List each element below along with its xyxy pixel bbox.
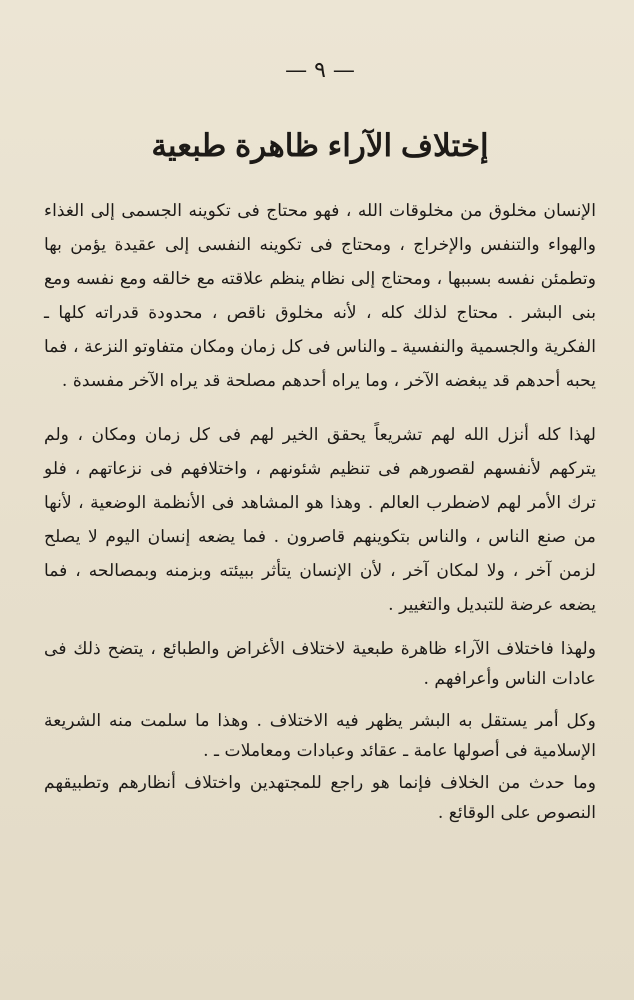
page-number: — ٩ — (285, 58, 355, 83)
paragraph-1: الإنسان مخلوق من مخلوقات الله ، فهو محتاج فى تكوينه الجسمى إلى الغذاء والهواء والتنفس والإخراج ، ومحتاج فى تكوينه النفسى إلى عقيدة يؤمن بها وتطمئن نفسه بسببها ، ومحتاج إلى نظام ينظم علاقته مع خالقه ومع نفسه ومع بنى البشر . محتاج لذلك كله ، لأنه مخلوق ناقص ، محدودة قدراته كلها ـ الفكرية والجسمية والنفسية ـ والناس فى كل زمان ومكان متفاوتو النزعة ، فما يحبه أحدهم قد يبغضه الآخر ، وما يراه أحدهم مصلحة قد يراه الآخر مفسدة . (44, 201, 596, 391)
paragraph-4: وكل أمر يستقل به البشر يظهر فيه الاختلاف . وهذا ما سلمت منه الشريعة الإسلامية فى أصولها عامة ـ عقائد وعبادات ومعاملات ـ . (44, 711, 596, 761)
chapter-title: إختلاف الآراء ظاهرة طبعية (151, 128, 489, 164)
paragraph-2: لهذا كله أنزل الله لهم تشريعاً يحقق الخير لهم فى كل زمان ومكان ، ولم يتركهم لأنفسهم لقصورهم فى تنظيم شئونهم ، واختلافهم فى نزعاتهم ، فلو ترك الأمر لهم لاضطرب العالم . وهذا هو المشاهد فى الأنظمة الوضعية ، لأنها من صنع الناس ، والناس بتكوينهم قاصرون . فما يضعه إنسان اليوم لا يصلح لزمن آخر ، ولا لمكان آخر ، لأن الإنسان يتأثر ببيئته وبزمنه وبمصالحه ، فما يضعه عرضة للتبديل والتغيير . (44, 425, 597, 615)
paragraph-5: وما حدث من الخلاف فإنما هو راجع للمجتهدين واختلاف أنظارهم وتطبيقهم النصوص على الوقائع . (44, 773, 596, 823)
paragraph-3: ولهذا فاختلاف الآراء ظاهرة طبعية لاختلاف الأغراض والطبائع ، يتضح ذلك فى عادات الناس وأعرافهم . (44, 639, 596, 689)
